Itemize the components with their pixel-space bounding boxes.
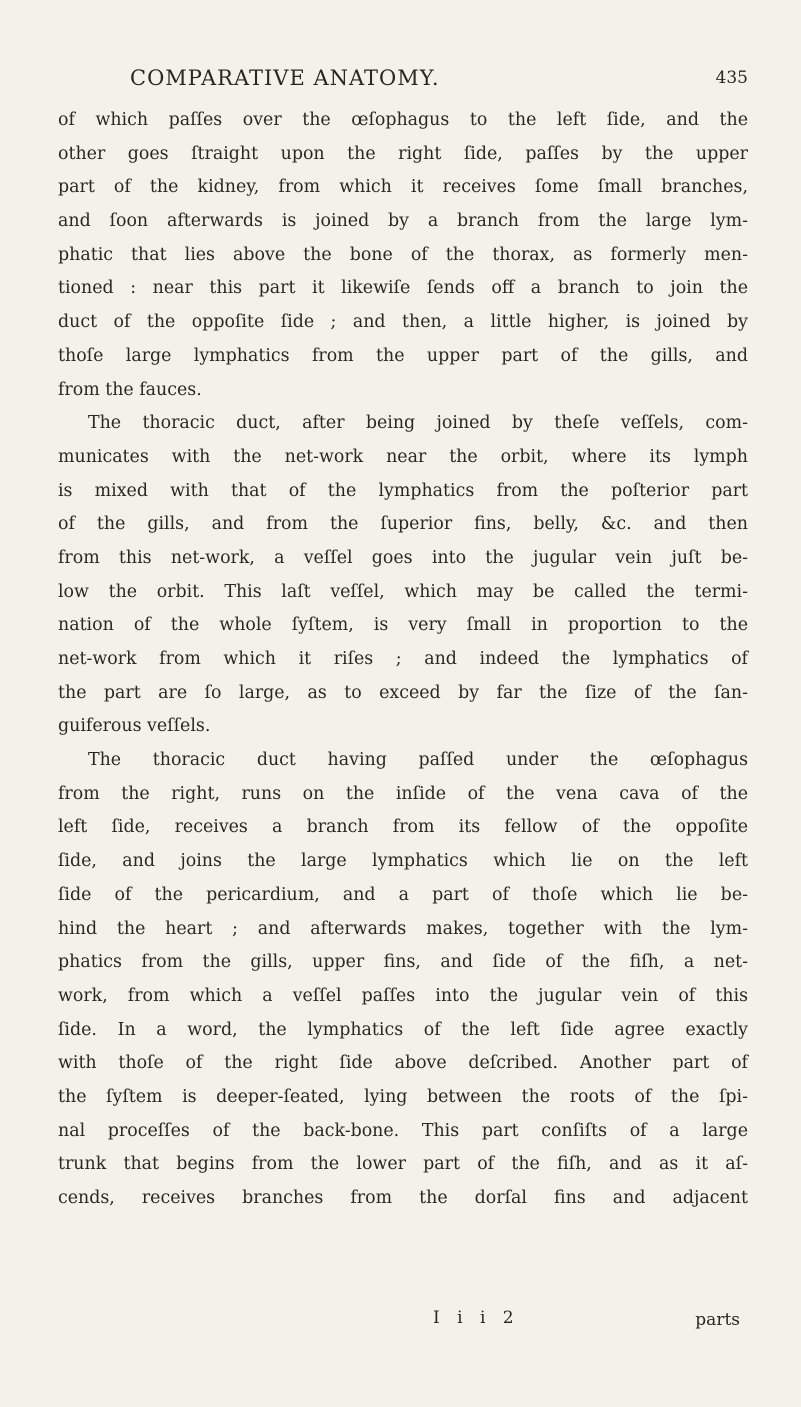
text-line: with thoſe of the right ſide above deſcribed. Another part of [58, 1053, 748, 1074]
text-line: left ſide, receives a branch from its fellow of the oppoſite [58, 817, 748, 838]
text-line: nal proceſſes of the back-bone. This part conſiſts of a large [58, 1120, 748, 1141]
text-line: phatic that lies above the bone of the thorax, as formerly men- [58, 244, 748, 265]
text-line: ſide. In a word, the lymphatics of the left ſide agree exactly [58, 1019, 748, 1040]
text-line: nation of the whole ſyſtem, is very ſmall in proportion to the [58, 615, 748, 636]
text-line: the ſyſtem is deeper-ſeated, lying between the roots of the ſpi- [58, 1086, 748, 1107]
text-line: net-work from which it riſes ; and indeed the lymphatics of [58, 649, 748, 669]
page-number: 435 [715, 68, 748, 88]
text-line: guiferous veſſels. [58, 716, 211, 737]
text-line: of the gills, and from the ſuperior fins, belly, &c. and then [58, 514, 748, 535]
text-line: and ſoon afterwards is joined by a branch from the large lym- [58, 211, 748, 232]
page-header [58, 66, 748, 100]
paragraph-1 [58, 104, 748, 407]
text-line: The thoracic duct, after being joined by theſe veſſels, com- [88, 413, 748, 434]
text-line: The thoracic duct having paſſed under the œſophagus [88, 750, 748, 771]
text-line: hind the heart ; and afterwards makes, together with the lym- [58, 918, 748, 939]
text-line: thoſe large lymphatics from the upper part of the gills, and [58, 345, 748, 366]
text-line: trunk that begins from the lower part of the fiſh, and as it aſ- [58, 1154, 748, 1175]
page-footer [58, 1308, 748, 1338]
text-line: tioned : near this part it likewiſe ſends off a branch to join the [58, 278, 748, 299]
text-line: duct of the oppoſite ſide ; and then, a little higher, is joined by [58, 312, 748, 333]
text-line: low the orbit. This laſt veſſel, which may be called the termi- [58, 581, 748, 602]
text-line: from the fauces. [58, 379, 202, 400]
text-line: municates with the net-work near the orbit, where its lymph [58, 446, 748, 467]
text-line: phatics from the gills, upper fins, and ſide of the fiſh, a net- [58, 952, 748, 973]
text-line: of which paſſes over the œſophagus to the left ſide, and the [58, 110, 748, 130]
text-line: part of the kidney, from which it receives ſome ſmall branches, [58, 177, 748, 198]
paragraph-2 [58, 407, 748, 744]
catchword: parts [695, 1310, 740, 1330]
page-body [58, 104, 748, 1216]
text-line: cends, receives branches from the dorſal fins and adjacent [58, 1188, 748, 1208]
text-line: work, from which a veſſel paſſes into the jugular vein of this [58, 985, 748, 1006]
running-head: COMPARATIVE ANATOMY. [130, 66, 440, 90]
signature-mark: I i i 2 [433, 1308, 520, 1328]
paragraph-3 [58, 744, 748, 1216]
text-line: the part are ſo large, as to exceed by far the ſize of the ſan- [58, 682, 748, 703]
text-line: ſide, and joins the large lymphatics which lie on the left [58, 851, 748, 872]
text-line: from this net-work, a veſſel goes into the jugular vein juſt be- [58, 547, 748, 568]
text-line: is mixed with that of the lymphatics from the poſterior part [58, 480, 748, 501]
text-line: ſide of the pericardium, and a part of thoſe which lie be- [58, 884, 748, 905]
text-line: from the right, runs on the inſide of the vena cava of the [58, 783, 748, 804]
text-line: other goes ſtraight upon the right ſide, paſſes by the upper [58, 143, 748, 164]
